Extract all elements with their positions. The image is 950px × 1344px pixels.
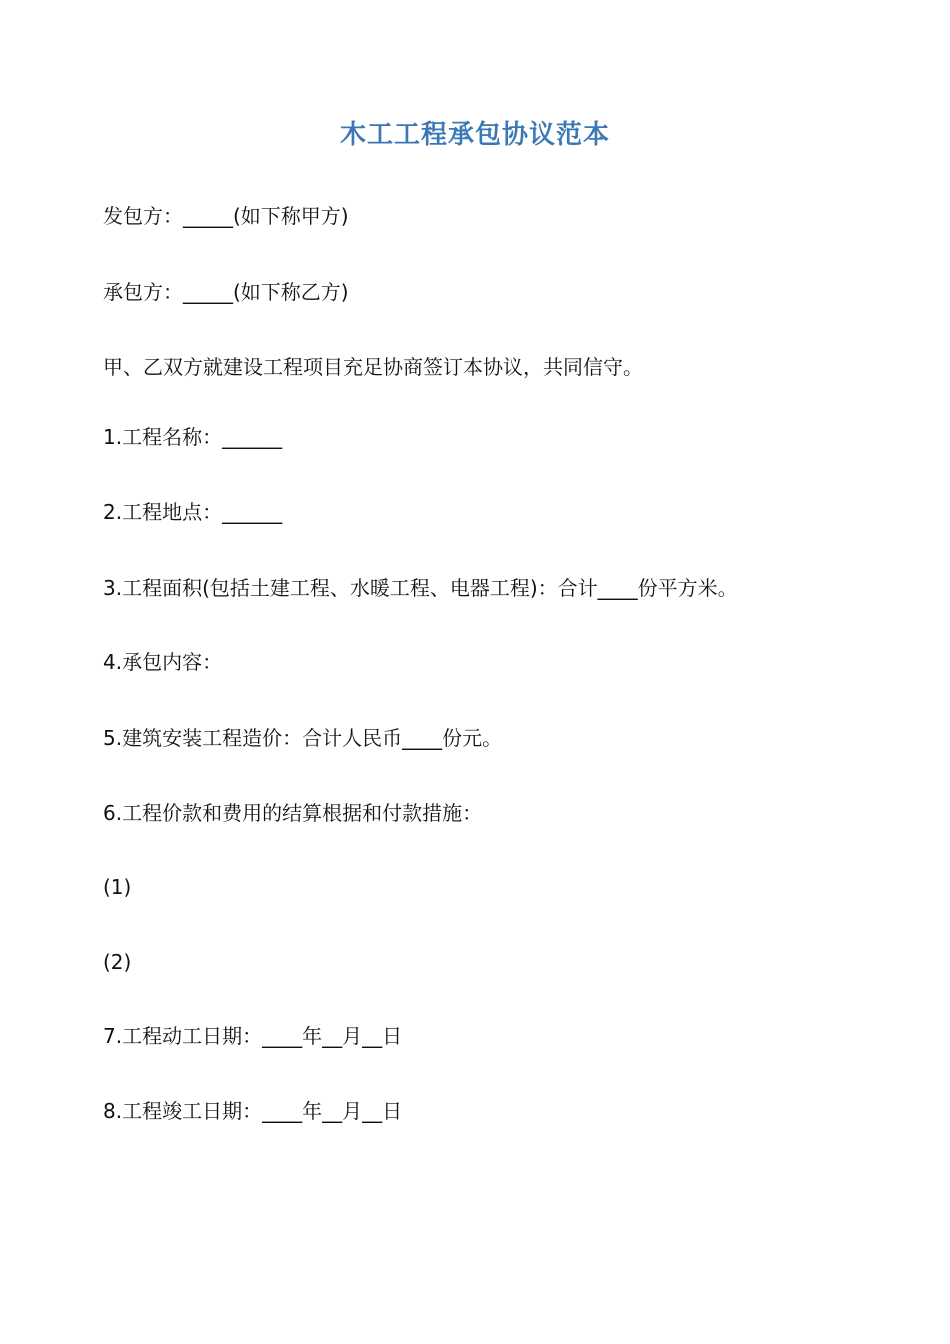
subclause-2: (2) xyxy=(103,950,132,974)
agreement-intro: 甲、乙双方就建设工程项目充足协商签订本协议，共同信守。 xyxy=(103,355,643,379)
party-a-line: 发包方：_____(如下称甲方) xyxy=(103,204,349,228)
clause-settlement-payment: 6.工程价款和费用的结算根据和付款措施： xyxy=(103,801,483,825)
subclause-1: (1) xyxy=(103,875,132,899)
clause-project-location: 2.工程地点：______ xyxy=(103,500,283,524)
document-title: 木工工程承包协议范本 xyxy=(339,120,610,150)
clause-construction-cost: 5.建筑安装工程造价：合计人民币____份元。 xyxy=(103,726,503,750)
clause-contract-content: 4.承包内容： xyxy=(103,650,223,674)
clause-project-name: 1.工程名称：______ xyxy=(103,425,283,449)
clause-completion-date: 8.工程竣工日期：____年__月__日 xyxy=(103,1099,403,1123)
clause-start-date: 7.工程动工日期：____年__月__日 xyxy=(103,1024,403,1048)
clause-project-area: 3.工程面积(包括土建工程、水暖工程、电器工程)：合计____份平方米。 xyxy=(103,576,738,600)
party-b-line: 承包方：_____(如下称乙方) xyxy=(103,280,349,304)
